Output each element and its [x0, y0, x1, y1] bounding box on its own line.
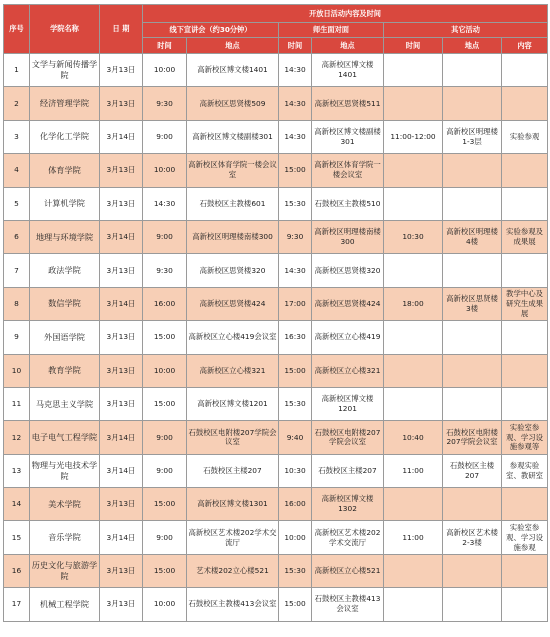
briefing-time-cell: 9:00 — [143, 220, 187, 253]
row-index-cell: 12 — [4, 421, 30, 454]
meeting-place-cell: 高新校区明理楼南楼300 — [312, 220, 384, 253]
briefing-time-cell: 10:00 — [143, 588, 187, 621]
other-place-cell: 高新校区思贤楼3楼 — [443, 287, 502, 320]
briefing-place-cell: 高新校区博文楼1301 — [187, 488, 279, 521]
meeting-time-cell: 15:30 — [279, 554, 312, 587]
other-place-cell: 石鼓校区主楼207 — [443, 454, 502, 487]
meeting-time-cell: 15:00 — [279, 588, 312, 621]
date-cell: 3月13日 — [100, 321, 143, 354]
meeting-place-cell: 高新校区思贤楼320 — [312, 254, 384, 287]
row-index-cell: 10 — [4, 354, 30, 387]
other-content-cell: 实验室参观、学习设施参观等 — [502, 421, 548, 454]
briefing-time-cell: 15:00 — [143, 321, 187, 354]
date-cell: 3月13日 — [100, 387, 143, 420]
row-index-cell: 13 — [4, 454, 30, 487]
briefing-time-cell: 10:00 — [143, 354, 187, 387]
meeting-time-cell: 10:00 — [279, 521, 312, 554]
row-index-cell: 6 — [4, 220, 30, 253]
briefing-place-cell: 高新校区立心楼419会议室 — [187, 321, 279, 354]
briefing-time-cell: 14:30 — [143, 187, 187, 220]
briefing-place-cell: 高新校区思贤楼320 — [187, 254, 279, 287]
meeting-place-cell: 石鼓校区主教楼413会议室 — [312, 588, 384, 621]
table-row — [4, 387, 548, 420]
row-index-cell: 8 — [4, 287, 30, 320]
row-index-cell: 11 — [4, 387, 30, 420]
briefing-place-cell: 石鼓校区主楼207 — [187, 454, 279, 487]
other-content-cell — [502, 554, 548, 587]
table-row — [4, 154, 548, 187]
table-row — [4, 120, 548, 153]
other-place-cell — [443, 187, 502, 220]
briefing-place-cell: 石鼓校区电附楼207学院会议室 — [187, 421, 279, 454]
briefing-time-cell: 15:00 — [143, 488, 187, 521]
table-row — [4, 354, 548, 387]
college-name-cell: 化学化工学院 — [30, 120, 100, 153]
briefing-time-cell: 9:00 — [143, 120, 187, 153]
other-content-cell — [502, 187, 548, 220]
row-index-cell: 2 — [4, 87, 30, 120]
briefing-place-cell: 石鼓校区主教楼413会议室 — [187, 588, 279, 621]
header-time: 时间 — [384, 38, 443, 54]
header-place: 地点 — [443, 38, 502, 54]
college-name-cell: 电子电气工程学院 — [30, 421, 100, 454]
table-row — [4, 321, 548, 354]
meeting-place-cell: 高新校区立心楼521 — [312, 554, 384, 587]
schedule-table-container — [3, 4, 547, 622]
college-name-cell: 机械工程学院 — [30, 588, 100, 621]
meeting-place-cell: 高新校区博文楼副楼301 — [312, 120, 384, 153]
college-name-cell: 历史文化与旅游学院 — [30, 554, 100, 587]
college-name-cell: 音乐学院 — [30, 521, 100, 554]
briefing-place-cell: 高新校区思贤楼424 — [187, 287, 279, 320]
header-content: 内容 — [502, 38, 548, 54]
other-time-cell — [384, 387, 443, 420]
table-row — [4, 254, 548, 287]
college-name-cell: 经济管理学院 — [30, 87, 100, 120]
college-name-cell: 数信学院 — [30, 287, 100, 320]
header-date: 日 期 — [100, 5, 143, 54]
briefing-place-cell: 高新校区立心楼321 — [187, 354, 279, 387]
row-index-cell: 15 — [4, 521, 30, 554]
row-index-cell: 16 — [4, 554, 30, 587]
briefing-time-cell: 10:00 — [143, 154, 187, 187]
meeting-place-cell: 高新校区体育学院一楼会议室 — [312, 154, 384, 187]
header-time: 时间 — [279, 38, 312, 54]
other-content-cell — [502, 54, 548, 87]
meeting-time-cell: 14:30 — [279, 254, 312, 287]
other-content-cell — [502, 154, 548, 187]
other-content-cell: 实验参观及成果展 — [502, 220, 548, 253]
briefing-time-cell: 10:00 — [143, 54, 187, 87]
other-time-cell — [384, 588, 443, 621]
date-cell: 3月13日 — [100, 354, 143, 387]
meeting-place-cell: 高新校区思贤楼511 — [312, 87, 384, 120]
other-time-cell — [384, 54, 443, 87]
other-place-cell — [443, 588, 502, 621]
date-cell: 3月13日 — [100, 254, 143, 287]
table-row — [4, 87, 548, 120]
row-index-cell: 4 — [4, 154, 30, 187]
briefing-time-cell: 16:00 — [143, 287, 187, 320]
date-cell: 3月14日 — [100, 220, 143, 253]
briefing-place-cell: 高新校区体育学院一楼会议室 — [187, 154, 279, 187]
table-body — [4, 54, 548, 622]
other-content-cell — [502, 488, 548, 521]
college-name-cell: 政法学院 — [30, 254, 100, 287]
other-place-cell — [443, 154, 502, 187]
header-briefing: 线下宣讲会（约30分钟） — [143, 23, 279, 38]
briefing-time-cell: 15:00 — [143, 387, 187, 420]
other-time-cell: 11:00 — [384, 454, 443, 487]
table-row — [4, 421, 548, 454]
row-index-cell: 7 — [4, 254, 30, 287]
header-place: 地点 — [312, 38, 384, 54]
date-cell: 3月13日 — [100, 154, 143, 187]
college-name-cell: 教育学院 — [30, 354, 100, 387]
meeting-place-cell: 高新校区博文楼1302 — [312, 488, 384, 521]
header-face-to-face: 师生面对面 — [279, 23, 384, 38]
other-content-cell: 参观实验室、教研室 — [502, 454, 548, 487]
meeting-place-cell: 石鼓校区主教楼510 — [312, 187, 384, 220]
other-place-cell: 高新校区明理楼4楼 — [443, 220, 502, 253]
table-header — [4, 5, 548, 54]
briefing-place-cell: 高新校区明理楼南楼300 — [187, 220, 279, 253]
meeting-time-cell: 17:00 — [279, 287, 312, 320]
meeting-time-cell: 9:40 — [279, 421, 312, 454]
other-time-cell — [384, 87, 443, 120]
college-name-cell: 地理与环境学院 — [30, 220, 100, 253]
briefing-time-cell: 9:00 — [143, 454, 187, 487]
table-row — [4, 54, 548, 87]
date-cell: 3月13日 — [100, 488, 143, 521]
meeting-time-cell: 15:30 — [279, 387, 312, 420]
briefing-place-cell: 高新校区思贤楼509 — [187, 87, 279, 120]
meeting-place-cell: 高新校区博文楼1201 — [312, 387, 384, 420]
row-index-cell: 14 — [4, 488, 30, 521]
college-name-cell: 马克思主义学院 — [30, 387, 100, 420]
briefing-place-cell: 石鼓校区主教楼601 — [187, 187, 279, 220]
row-index-cell: 5 — [4, 187, 30, 220]
college-name-cell: 文学与新闻传播学院 — [30, 54, 100, 87]
college-name-cell: 体育学院 — [30, 154, 100, 187]
date-cell: 3月13日 — [100, 554, 143, 587]
row-index-cell: 1 — [4, 54, 30, 87]
other-time-cell — [384, 254, 443, 287]
date-cell: 3月13日 — [100, 87, 143, 120]
other-content-cell — [502, 254, 548, 287]
other-place-cell: 高新校区明理楼1-3层 — [443, 120, 502, 153]
briefing-place-cell: 艺术楼202立心楼521 — [187, 554, 279, 587]
other-content-cell: 实验参观 — [502, 120, 548, 153]
other-place-cell — [443, 387, 502, 420]
table-row — [4, 220, 548, 253]
other-time-cell — [384, 321, 443, 354]
other-place-cell: 高新校区艺术楼2-3楼 — [443, 521, 502, 554]
table-row — [4, 187, 548, 220]
meeting-time-cell: 14:30 — [279, 120, 312, 153]
meeting-time-cell: 15:00 — [279, 354, 312, 387]
briefing-place-cell: 高新校区博文楼1201 — [187, 387, 279, 420]
date-cell: 3月13日 — [100, 588, 143, 621]
date-cell: 3月13日 — [100, 187, 143, 220]
table-row — [4, 454, 548, 487]
row-index-cell: 3 — [4, 120, 30, 153]
table-row — [4, 287, 548, 320]
header-place: 地点 — [187, 38, 279, 54]
briefing-place-cell: 高新校区博文楼1401 — [187, 54, 279, 87]
other-place-cell — [443, 488, 502, 521]
meeting-place-cell: 高新校区立心楼321 — [312, 354, 384, 387]
other-time-cell: 11:00-12:00 — [384, 120, 443, 153]
briefing-time-cell: 9:30 — [143, 254, 187, 287]
college-name-cell: 计算机学院 — [30, 187, 100, 220]
briefing-time-cell: 9:00 — [143, 421, 187, 454]
date-cell: 3月14日 — [100, 421, 143, 454]
other-content-cell: 实验室参观、学习设施参观 — [502, 521, 548, 554]
meeting-place-cell: 高新校区博文楼1401 — [312, 54, 384, 87]
other-place-cell — [443, 554, 502, 587]
header-time: 时间 — [143, 38, 187, 54]
table-row — [4, 588, 548, 621]
row-index-cell: 17 — [4, 588, 30, 621]
other-place-cell — [443, 54, 502, 87]
meeting-time-cell: 14:30 — [279, 87, 312, 120]
meeting-place-cell: 高新校区艺术楼202学术交流厅 — [312, 521, 384, 554]
other-content-cell — [502, 87, 548, 120]
meeting-time-cell: 16:30 — [279, 321, 312, 354]
briefing-place-cell: 高新校区艺术楼202学术交流厅 — [187, 521, 279, 554]
date-cell: 3月14日 — [100, 454, 143, 487]
briefing-time-cell: 9:00 — [143, 521, 187, 554]
college-name-cell: 美术学院 — [30, 488, 100, 521]
header-other: 其它活动 — [384, 23, 548, 38]
other-time-cell — [384, 488, 443, 521]
table-row — [4, 554, 548, 587]
date-cell: 3月13日 — [100, 54, 143, 87]
other-time-cell: 18:00 — [384, 287, 443, 320]
open-day-schedule-table — [3, 4, 548, 622]
date-cell: 3月14日 — [100, 521, 143, 554]
briefing-time-cell: 9:30 — [143, 87, 187, 120]
other-time-cell — [384, 154, 443, 187]
other-content-cell — [502, 588, 548, 621]
table-row — [4, 488, 548, 521]
other-content-cell — [502, 354, 548, 387]
row-index-cell: 9 — [4, 321, 30, 354]
other-place-cell: 石鼓校区电附楼207学院会议室 — [443, 421, 502, 454]
other-content-cell — [502, 321, 548, 354]
meeting-place-cell: 高新校区立心楼419 — [312, 321, 384, 354]
briefing-place-cell: 高新校区博文楼副楼301 — [187, 120, 279, 153]
other-place-cell — [443, 354, 502, 387]
date-cell: 3月14日 — [100, 287, 143, 320]
other-time-cell: 11:00 — [384, 521, 443, 554]
meeting-time-cell: 16:00 — [279, 488, 312, 521]
other-time-cell — [384, 187, 443, 220]
meeting-place-cell: 石鼓校区主楼207 — [312, 454, 384, 487]
other-place-cell — [443, 254, 502, 287]
meeting-time-cell: 15:30 — [279, 187, 312, 220]
meeting-place-cell: 高新校区思贤楼424 — [312, 287, 384, 320]
meeting-time-cell: 14:30 — [279, 54, 312, 87]
other-time-cell — [384, 554, 443, 587]
other-place-cell — [443, 321, 502, 354]
header-index: 序号 — [4, 5, 30, 54]
other-time-cell — [384, 354, 443, 387]
table-row — [4, 521, 548, 554]
briefing-time-cell: 15:00 — [143, 554, 187, 587]
other-place-cell — [443, 87, 502, 120]
header-college: 学院名称 — [30, 5, 100, 54]
header-group-title: 开放日活动内容及时间 — [143, 5, 548, 23]
date-cell: 3月14日 — [100, 120, 143, 153]
other-content-cell — [502, 387, 548, 420]
meeting-time-cell: 15:00 — [279, 154, 312, 187]
meeting-time-cell: 9:30 — [279, 220, 312, 253]
other-content-cell: 教学中心及研究生成果展 — [502, 287, 548, 320]
meeting-place-cell: 石鼓校区电附楼207学院会议室 — [312, 421, 384, 454]
college-name-cell: 外国语学院 — [30, 321, 100, 354]
other-time-cell: 10:30 — [384, 220, 443, 253]
other-time-cell: 10:40 — [384, 421, 443, 454]
meeting-time-cell: 10:30 — [279, 454, 312, 487]
college-name-cell: 物理与光电技术学院 — [30, 454, 100, 487]
